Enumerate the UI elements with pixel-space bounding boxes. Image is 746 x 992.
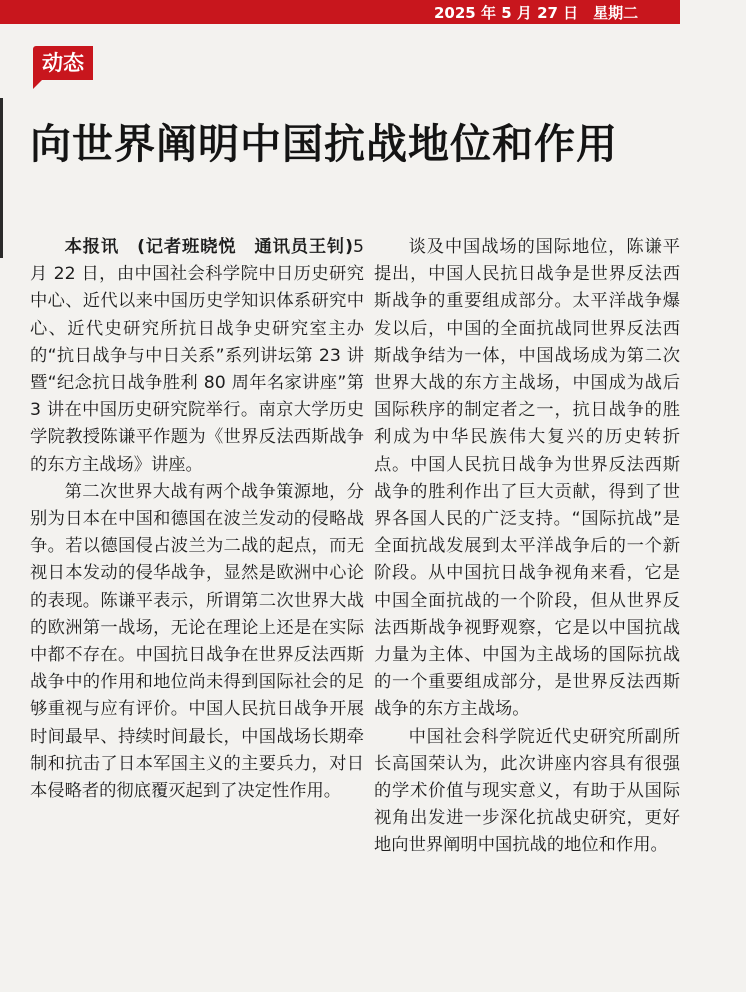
paragraph-1 (30, 234, 364, 479)
margin-rule (0, 98, 3, 258)
paragraph-1-body: 5 月 22 日，由中国社会科学院中日历史研究中心、近代以来中国历史学知识体系研究中心、近代史研究所抗日战争史研究室主办的“抗日战争与中日关系”系列讲坛第 23 讲暨“纪念抗日战争胜利 80 周年名家讲座”第 3 讲在中国历史研究院举行。南京大学历史学院教授陈谦平作题为《世界反法西斯战争的东方主战场》讲座。 (30, 237, 364, 475)
issue-date: 2025 年 5 月 27 日 星期二 (434, 4, 639, 22)
article-column-right (374, 234, 680, 860)
paragraph-4: 中国社会科学院近代史研究所副所长高国荣认为，此次讲座内容具有很强的学术价值与现实意义，有助于从国际视角出发进一步深化抗战史研究，更好地向世界阐明中国抗战的地位和作用。 (374, 726, 680, 856)
headline: 向世界阐明中国抗战地位和作用 (30, 120, 618, 168)
paragraph-3: 谈及中国战场的国际地位，陈谦平提出，中国人民抗日战争是世界反法西斯战争的重要组成部分。太平洋战争爆发以后，中国的全面抗战同世界反法西斯战争结为一体，中国战场成为第二次世界大战的东方主战场，中国成为战后国际秩序的制定者之一，抗日战争的胜利成为中华民族伟大复兴的历史转折点。中国人民抗日战争为世界反法西斯战争的胜利作出了巨大贡献，得到了世界各国人民的广泛支持。“国际抗战”是全面抗战发展到太平洋战争后的一个新阶段。从中国抗日战争视角来看，它是中国全面抗战的一个阶段，但从世界反法西斯战争视野观察，它是以中国抗战力量为主体、中国为主战场的国际抗战的一个重要组成部分，是世界反法西斯战争的东方主战场。 (374, 237, 680, 720)
byline: 本报讯 (记者班晓悦 通讯员王钊) (64, 237, 353, 257)
article-column-left (30, 234, 364, 805)
section-tag: 动态 (33, 46, 93, 80)
section-tag-tail (33, 80, 42, 89)
paragraph-2: 第二次世界大战有两个战争策源地，分别为日本在中国和德国在波兰发动的侵略战争。若以德国侵占波兰为二战的起点，而无视日本发动的侵华战争，显然是欧洲中心论的表现。陈谦平表示，所谓第二次世界大战的欧洲第一战场，无论在理论上还是在实际中都不存在。中国抗日战争在世界反法西斯战争中的作用和地位尚未得到国际社会的足够重视与应有评价。中国人民抗日战争开展时间最早、持续时间最长，中国战场长期牵制和抗击了日本军国主义的主要兵力，对日本侵略者的彻底覆灭起到了决定性作用。 (30, 481, 364, 802)
